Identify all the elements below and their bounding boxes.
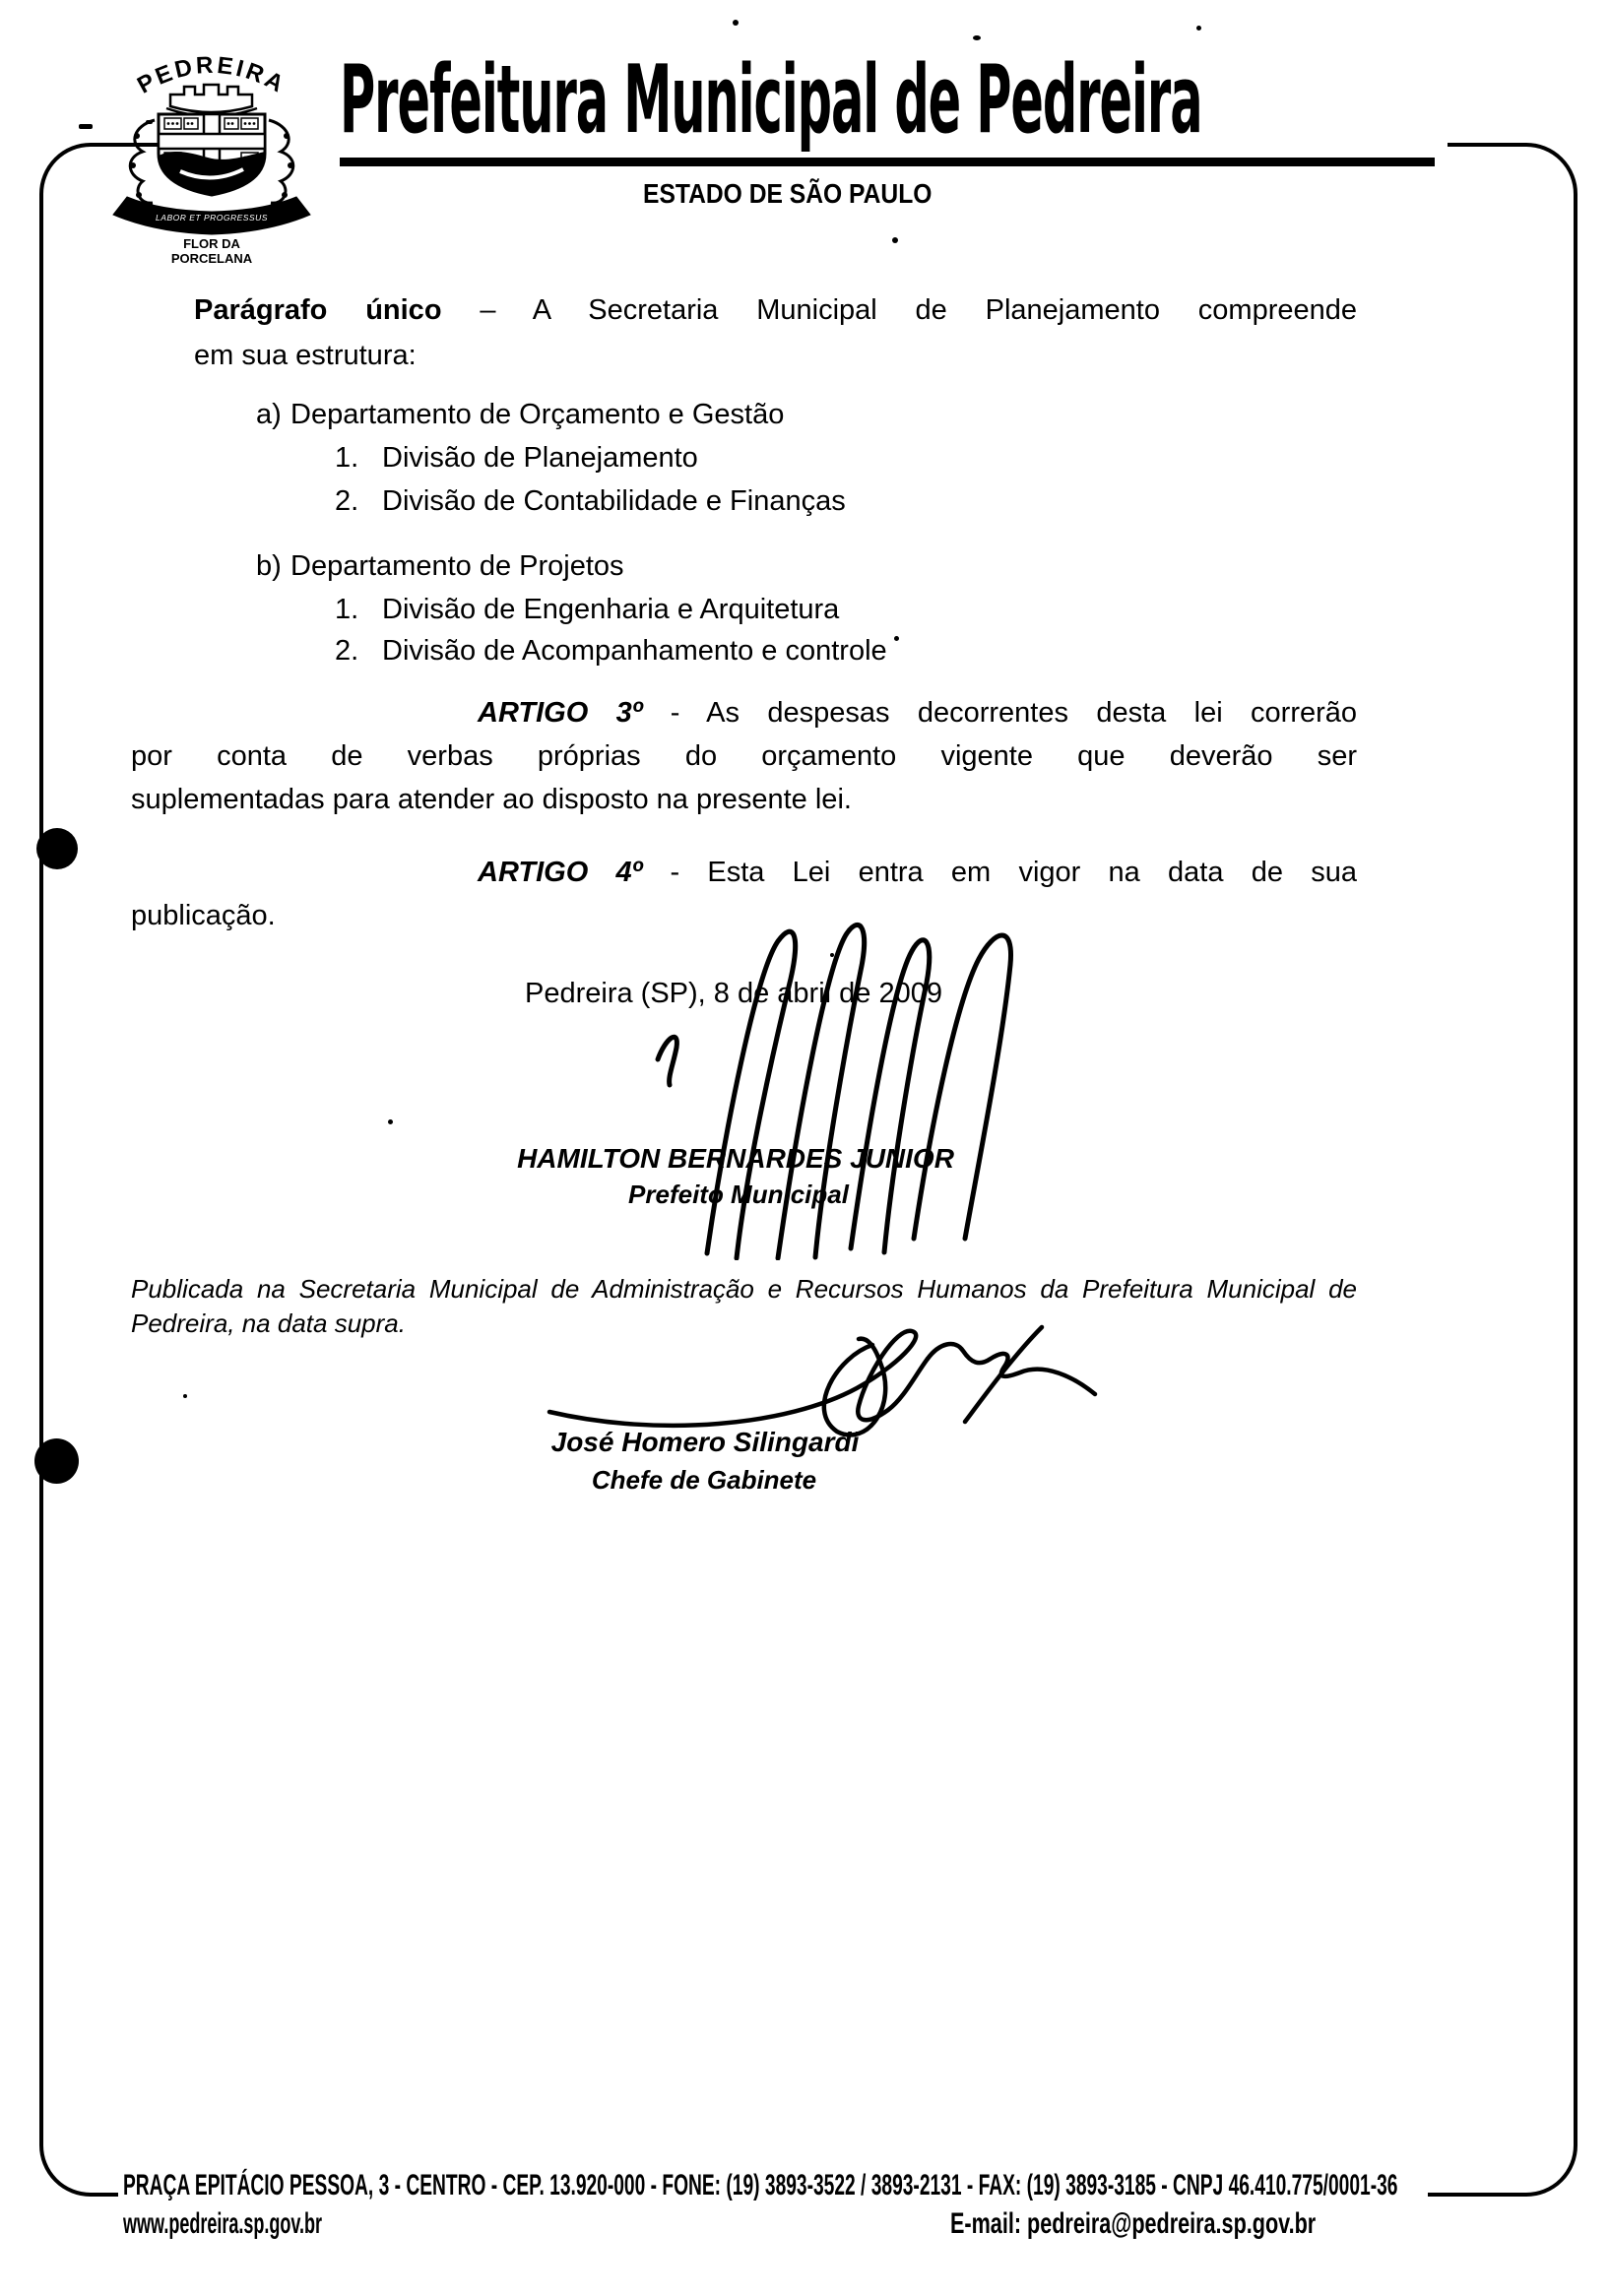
- subitem-text: Divisão de Planejamento: [382, 442, 698, 474]
- list-item-b: [256, 543, 624, 589]
- subitem-marker: 2.: [335, 635, 359, 667]
- mayor-name: HAMILTON BERNARDES JUNIOR: [517, 1143, 954, 1174]
- list-title: Departamento de Orçamento e Gestão: [290, 399, 785, 430]
- chief-of-staff-name: José Homero Silingardi: [550, 1427, 860, 1457]
- list-subitem: [335, 435, 698, 480]
- list-title: Departamento de Projetos: [290, 550, 624, 582]
- subitem-marker: 1.: [335, 442, 359, 474]
- motto-ribbon: [113, 197, 310, 234]
- coat-tagline-2: PORCELANA: [170, 251, 253, 266]
- mayor-signature: [630, 914, 1044, 1260]
- publication-note-line2: Pedreira, na data supra.: [131, 1308, 406, 1338]
- scan-speck: [894, 636, 899, 641]
- scan-speck: [388, 1119, 393, 1124]
- list-subitem: [335, 628, 887, 673]
- artigo-4-label: ARTIGO 4º: [478, 857, 643, 888]
- document-title: Prefeitura Municipal de Pedreira: [340, 46, 1202, 155]
- coat-city-name: PEDREIRA: [133, 51, 290, 99]
- chief-of-staff-role: Chefe de Gabinete: [591, 1465, 817, 1495]
- shield: [159, 114, 265, 195]
- hole-punch: [36, 828, 78, 869]
- paragrafo-unico-label: Parágrafo único: [194, 294, 442, 326]
- list-marker: b): [256, 550, 282, 582]
- coat-tagline-1: FLOR DA: [183, 236, 240, 251]
- coat-motto: LABOR ET PROGRESSUS: [156, 213, 268, 223]
- artigo-3: [131, 691, 1357, 821]
- chief-of-staff-signature: [542, 1315, 1103, 1448]
- list-subitem: [335, 587, 839, 632]
- artigo-4-line2: publicação.: [131, 900, 276, 931]
- scan-speck: [733, 20, 739, 26]
- paragrafo-unico-line2: em sua estrutura:: [194, 340, 417, 371]
- subitem-text: Divisão de Engenharia e Arquitetura: [382, 594, 840, 625]
- list-marker: a): [256, 399, 282, 430]
- footer-email: E-mail: pedreira@pedreira.sp.gov.br: [950, 2207, 1317, 2240]
- subitem-text: Divisão de Contabilidade e Finanças: [382, 485, 846, 517]
- scan-speck: [183, 1394, 187, 1398]
- artigo-3-line2: por conta de verbas próprias do orçamento vigente que deverão ser: [131, 740, 1357, 772]
- scan-speck: [973, 35, 981, 40]
- mayor-role: Prefeito Municipal: [628, 1180, 849, 1209]
- scan-speck: [146, 120, 153, 124]
- hole-punch: [34, 1438, 79, 1484]
- dateline: Pedreira (SP), 8 de abril de 2009: [525, 978, 942, 1009]
- scan-speck: [892, 237, 898, 243]
- list-item-a: [256, 392, 784, 437]
- paragrafo-unico: [194, 287, 1357, 378]
- artigo-4-line1: ARTIGO 4º - Esta Lei entra em vigor na data de sua: [478, 857, 1357, 888]
- artigo-3-line1: ARTIGO 3º - As despesas decorrentes desta lei correrão: [478, 697, 1358, 729]
- subitem-marker: 2.: [335, 485, 359, 517]
- paragrafo-unico-line1: Parágrafo único – A Secretaria Municipal de Planejamento compreende: [194, 294, 1357, 326]
- artigo-3-label: ARTIGO 3º: [478, 697, 643, 729]
- footer-address: PRAÇA EPITÁCIO PESSOA, 3 - CENTRO - CEP. 13.920-000 - FONE: (19) 3893-3522 / 3893-2131 - FAX: (19) 3893-3185 - CNPJ 46.410.775/0001-36: [123, 2169, 1398, 2201]
- city-coat-of-arms: [94, 51, 335, 266]
- footer-website: www.pedreira.sp.gov.br: [123, 2207, 323, 2240]
- scan-speck: [79, 124, 93, 129]
- mural-crown: [166, 85, 257, 116]
- scan-speck: [1196, 26, 1201, 31]
- state-line: ESTADO DE SÃO PAULO: [643, 178, 933, 209]
- title-underline: [340, 158, 1435, 166]
- list-subitem: [335, 478, 846, 524]
- publication-note-line1: Publicada na Secretaria Municipal de Administração e Recursos Humanos da Prefeitura Municipal de: [131, 1274, 1357, 1304]
- subitem-text: Divisão de Acompanhamento e controle: [382, 635, 887, 667]
- subitem-marker: 1.: [335, 594, 359, 625]
- artigo-3-line3: suplementadas para atender ao disposto na presente lei.: [131, 784, 852, 815]
